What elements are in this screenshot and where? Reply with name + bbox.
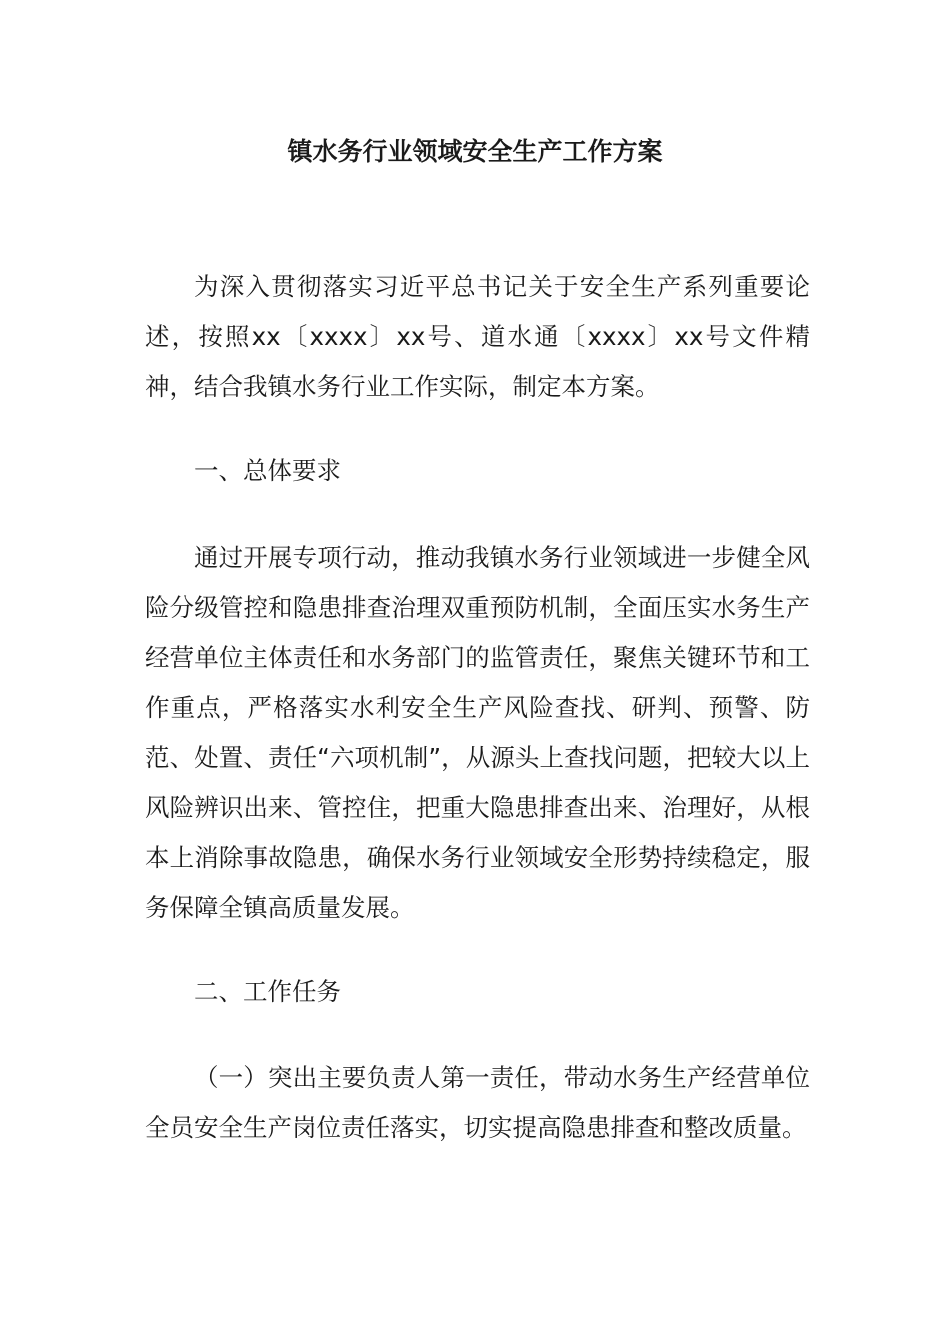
work-task-item-1: （一）突出主要负责人第一责任，带动水务生产经营单位全员安全生产岗位责任落实，切实提高隐患排查和整改质量。 bbox=[145, 1063, 810, 1142]
section-body-overall-requirements: 通过开展专项行动，推动我镇水务行业领域进一步健全风险分级管控和隐患排查治理双重预防机制，全面压实水务生产经营单位主体责任和水务部门的监管责任，聚焦关键环节和工作重点，严格落实水利安全生产风险查找、研判、预警、防范、处置、责任“六项机制”，从源头上查找问题，把较大以上风险辨识出来、管控住，把重大隐患排查出来、治理好，从根本上消除事故隐患，确保水务行业领域安全形势持续稳定，服务保障全镇高质量发展。 bbox=[145, 543, 810, 922]
intro-paragraph: 为深入贯彻落实习近平总书记关于安全生产系列重要论述，按照xx〔xxxx〕xx号、道水通〔xxxx〕xx号文件精神，结合我镇水务行业工作实际，制定本方案。 bbox=[145, 272, 810, 401]
document-title: 镇水务行业领域安全生产工作方案 bbox=[287, 137, 663, 166]
section-heading-work-tasks: 二、工作任务 bbox=[194, 977, 341, 1006]
section-heading-overall-requirements: 一、总体要求 bbox=[194, 456, 341, 485]
